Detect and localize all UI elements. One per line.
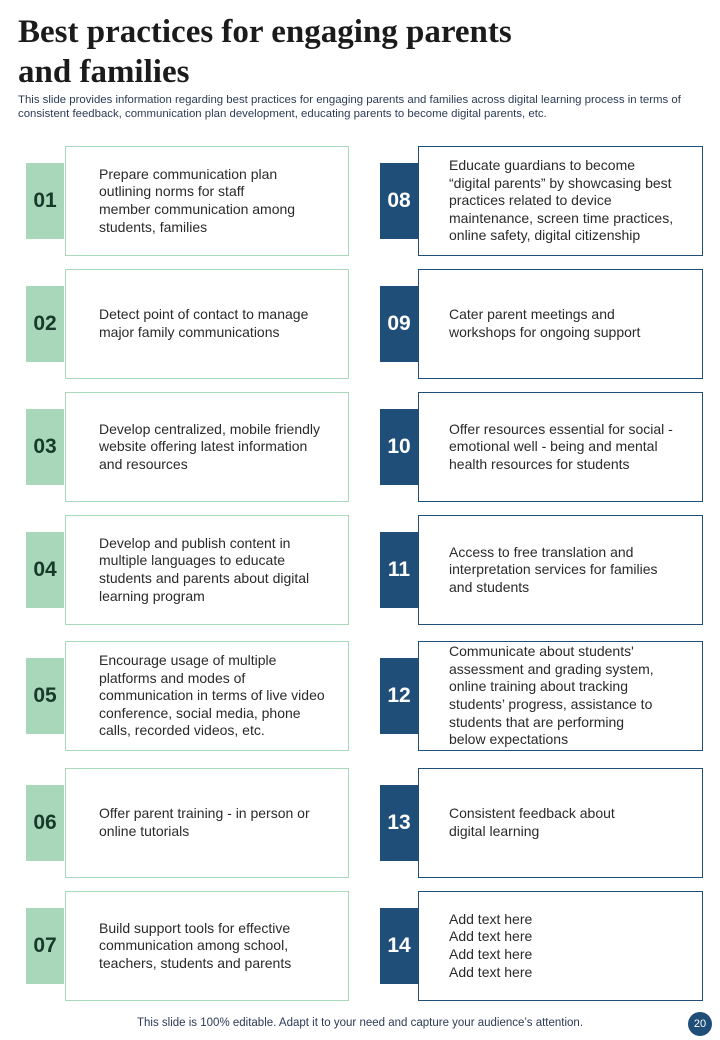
page-subtitle: This slide provides information regarding best practices for engaging parents and families across digital learning process in terms of consistent feedback, communication plan development, educating parents to become digital parents, etc. xyxy=(18,94,681,120)
footer-note: This slide is 100% editable. Adapt it to your need and capture your audience’s attention. xyxy=(136,1017,584,1029)
item-number-badge: 14 xyxy=(380,908,418,984)
item-text-box xyxy=(65,641,349,751)
item-number-badge: 09 xyxy=(380,286,418,362)
item-text-box xyxy=(418,641,703,751)
item-text: Offer resources essential for social - emotional well - being and mental health resources for students xyxy=(449,420,673,472)
item-text-box xyxy=(418,269,703,379)
item-number-badge: 06 xyxy=(26,785,64,861)
item-text-box xyxy=(65,515,349,625)
item-text: Develop and publish content in multiple languages to educate students and parents about digital learning program xyxy=(99,534,310,604)
item-text: Build support tools for effective communication among school, teachers, students and parents xyxy=(99,919,292,971)
item-text-box xyxy=(65,891,349,1001)
item-number-badge: 11 xyxy=(380,532,418,608)
item-text: Communicate about students' assessment and grading system, online training about tracking students’ progress, assistance to students that are performing below expectations xyxy=(449,643,654,748)
item-number-badge: 01 xyxy=(26,163,64,239)
item-number-badge: 04 xyxy=(26,532,64,608)
item-text: Develop centralized, mobile friendly website offering latest information and resources xyxy=(99,420,320,472)
item-text: Add text here Add text here Add text here Add text here xyxy=(449,910,533,980)
page-title: Best practices for engaging parents and families xyxy=(18,14,512,90)
item-text-box xyxy=(418,891,703,1001)
item-text-box xyxy=(418,146,703,256)
item-number-badge: 08 xyxy=(380,163,418,239)
item-text-box xyxy=(65,269,349,379)
item-text: Detect point of contact to manage major family communications xyxy=(99,306,309,340)
item-number-badge: 05 xyxy=(26,658,64,734)
item-number-badge: 13 xyxy=(380,785,418,861)
item-number-badge: 10 xyxy=(380,409,418,485)
page-number-badge: 20 xyxy=(688,1012,712,1036)
item-text-box xyxy=(418,515,703,625)
item-text-box xyxy=(418,392,703,502)
item-text-box xyxy=(65,768,349,878)
item-text: Cater parent meetings and workshops for ongoing support xyxy=(449,306,641,340)
item-text: Access to free translation and interpretation services for families and students xyxy=(449,543,658,595)
item-number-badge: 12 xyxy=(380,658,418,734)
item-number-badge: 03 xyxy=(26,409,64,485)
item-number-badge: 07 xyxy=(26,908,64,984)
item-text: Educate guardians to become “digital parents” by showcasing best practices related to device maintenance, screen time practices, online safety, digital citizenship xyxy=(449,157,674,244)
item-text: Consistent feedback about digital learning xyxy=(449,805,615,839)
item-text-box xyxy=(65,392,349,502)
item-text-box xyxy=(65,146,349,256)
item-number-badge: 02 xyxy=(26,286,64,362)
item-text: Encourage usage of multiple platforms and modes of communication in terms of live video conference, social media, phone calls, recorded videos, etc. xyxy=(99,652,325,739)
item-text: Offer parent training - in person or online tutorials xyxy=(99,805,310,839)
item-text: Prepare communication plan outlining norms for staff member communication among students, families xyxy=(99,165,296,235)
item-text-box xyxy=(418,768,703,878)
